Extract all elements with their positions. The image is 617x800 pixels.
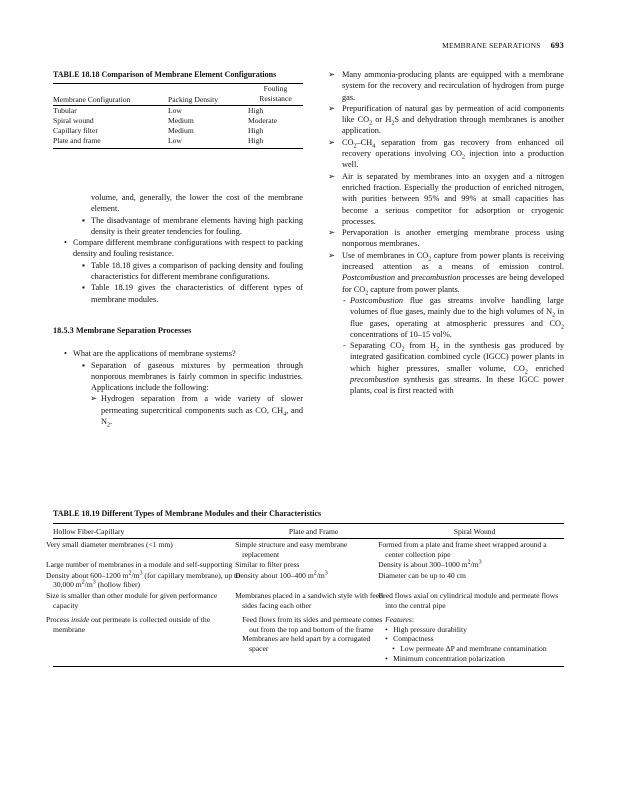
cell: Capillary filter — [53, 126, 98, 135]
italic-text: Features — [385, 615, 412, 625]
list-item — [385, 654, 564, 664]
subscript: 2 — [561, 324, 564, 331]
cell: Medium — [168, 126, 194, 135]
text: (for capillary membrane), up to 30,000 m — [53, 570, 240, 590]
cell: Size is smaller than other module for given performance capacity — [46, 590, 218, 610]
text: in flue gases, operating at atmospheric pressures and CO — [350, 307, 564, 328]
superscript: 2 — [467, 559, 471, 566]
table-row — [53, 570, 564, 590]
text: Separating CO — [350, 341, 402, 351]
cell: Similar to filter press — [235, 560, 300, 570]
paragraph: Table 18.19 gives the characteristics of different types of membrane modules. — [91, 283, 303, 304]
text: Density is about 300–1000 m — [378, 560, 468, 570]
table-row — [53, 126, 303, 136]
subscript: 2 — [401, 346, 405, 353]
arrow-bullet-icon: ➢ — [328, 171, 335, 181]
text: in the synthesis gas produced by integrated gasification combined cycle (IGCC) power plants in which higher pressures, smaller volume, CO — [350, 341, 564, 373]
paragraph — [342, 138, 564, 170]
dot-bullet-icon: • — [392, 643, 395, 653]
text: enriched — [527, 363, 564, 373]
paragraph: Pervaporation is another emerging membrane process using nonporous membranes. — [342, 228, 564, 249]
arrow-bullet-icon: ➢ — [328, 228, 335, 238]
square-bullet-icon: ▪ — [82, 283, 85, 293]
superscript: 3 — [478, 559, 482, 566]
text: flue gas streams involve handling large volumes of flue gases, mainly due to the high volumes of N — [350, 295, 564, 317]
text: Use of membranes in CO — [342, 250, 429, 260]
dot-bullet-icon: • — [64, 349, 67, 359]
square-bullet-icon: ▪ — [82, 260, 85, 270]
text: separation from gas recovery from enhanced oil recovery operations involving CO — [342, 137, 564, 159]
subscript: 2 — [436, 346, 440, 353]
subscript: 2 — [462, 154, 465, 161]
subscript: 2 — [524, 369, 528, 376]
table-caption: TABLE 18.19 Different Types of Membrane Modules and their Characteristics — [53, 509, 322, 518]
list-item — [328, 227, 564, 250]
text: : — [411, 615, 414, 625]
paragraph: Separation of gaseous mixtures by permeation through nonporous membranes is fairly common in specific industries. Applications include the following: — [91, 360, 303, 393]
paragraph: Many ammonia-producing plants are equipped with a membrane system for the recovery and recirculation of hydrogen from purge gas. — [342, 70, 564, 102]
cell: Large number of membranes in a module and self-supporting — [46, 560, 233, 570]
table-row — [53, 136, 303, 149]
text: /m — [131, 570, 140, 580]
table-row — [53, 106, 303, 117]
cell: Membranes placed in a sandwich style with feed sides facing each other — [235, 590, 383, 610]
list-item — [343, 340, 564, 396]
italic-text: precombustion — [350, 375, 400, 385]
table-row — [53, 539, 564, 560]
cell: Medium — [168, 116, 194, 125]
list-item — [385, 634, 564, 644]
list-item — [328, 103, 564, 137]
paragraph — [350, 296, 564, 339]
text: Low permeate ΔP and membrane contamination — [400, 643, 547, 653]
text: /m — [84, 580, 93, 590]
list-item — [328, 171, 564, 227]
paragraph: Hydrogen separation from a wide variety of slower permeating supercritical components such as CO, $CH_4$, and $N_2$. — [101, 394, 303, 429]
table-18-18 — [53, 70, 303, 149]
table-row — [53, 559, 564, 570]
table-caption: TABLE 18.18 Comparison of Membrane Element Configurations — [53, 70, 277, 79]
paragraph: volume, and, generally, the lower the cost of the membrane element. — [91, 193, 303, 214]
cell: Low — [168, 136, 182, 145]
text: /m — [316, 570, 325, 580]
text: and — [395, 273, 412, 283]
square-bullet-icon: ▪ — [82, 215, 85, 225]
text: Compactness — [393, 634, 434, 644]
list-item — [328, 250, 564, 297]
cell: High — [248, 106, 264, 115]
dot-bullet-icon: • — [385, 624, 388, 634]
text: , and N — [101, 405, 303, 427]
italic-text: precombustion — [411, 273, 461, 283]
subscript: 2 — [365, 290, 369, 297]
text: Density about 600–1200 m — [46, 570, 129, 580]
subscript: 4 — [283, 411, 287, 418]
arrow-bullet-icon: ➢ — [328, 103, 335, 113]
running-header — [442, 40, 564, 50]
column-header: Membrane Configuration — [53, 95, 131, 104]
list-item — [385, 644, 564, 654]
cell — [46, 610, 242, 666]
features-label — [385, 615, 564, 625]
cell — [385, 610, 564, 666]
text: –CH — [356, 137, 373, 147]
table-row — [53, 116, 303, 126]
text: or H — [372, 115, 392, 125]
text: Membranes are held apart by a corrugated spacer — [242, 634, 371, 653]
cell: Formed from a plate and frame sheet wrapped around a center collection pipe — [378, 540, 547, 559]
list-item — [385, 625, 564, 635]
paragraph: Table 18.18 gives a comparison of packing density and fouling characteristics for different membrane configurations. — [91, 260, 303, 282]
italic-text: inside out — [71, 615, 101, 625]
paragraph: The disadvantage of membrane elements having high packing density is their greater tendencies for fouling. — [91, 215, 303, 236]
column-header: Fouling Resistance — [259, 84, 292, 103]
text: S and dehydration through membranes is another application. — [342, 115, 564, 136]
list-item — [64, 348, 303, 359]
cell: High — [248, 126, 264, 135]
cell: Feed flows axial on cylindrical module and permeate flows into the central pipe — [378, 590, 559, 610]
paragraph: What are the applications of membrane systems? — [73, 349, 236, 359]
cell: Diameter can be up to 40 cm — [378, 570, 466, 580]
arrow-bullet-icon: ➢ — [328, 250, 335, 260]
dot-bullet-icon: • — [385, 634, 388, 644]
page-number: 693 — [550, 40, 564, 50]
subscript: 2 — [353, 143, 357, 150]
column-header: Spiral Wound — [453, 527, 496, 536]
italic-text: Postcombustion — [342, 273, 396, 283]
text: Process — [46, 615, 72, 625]
cell: Simple structure and easy membrane replacement — [235, 540, 348, 559]
cell: Moderate — [248, 116, 278, 125]
arrow-bullet-icon: ➢ — [328, 70, 335, 79]
superscript: 3 — [92, 579, 96, 586]
list-item — [343, 295, 564, 340]
text: Minimum concentration polarization — [393, 653, 505, 663]
paragraph — [342, 250, 564, 297]
table-row — [53, 590, 564, 610]
cell: Plate and frame — [53, 136, 101, 145]
list-item — [328, 137, 564, 171]
cell: Tubular — [53, 106, 77, 115]
cell: Low — [168, 106, 182, 115]
table-18-19 — [46, 509, 564, 667]
comparison-table — [53, 83, 303, 149]
subscript: 2 — [428, 256, 432, 263]
cell — [235, 570, 385, 590]
text: concentrations of 10–15 vol%. — [350, 329, 452, 339]
text: Density about 100–400 m — [235, 570, 314, 580]
dash-bullet-icon: - — [343, 295, 346, 305]
cell — [242, 610, 385, 666]
subscript: 2 — [552, 312, 556, 319]
text: Prepurification of natural gas by permeation of acid components like CO — [342, 103, 564, 125]
text: from H — [404, 341, 437, 351]
running-title: MEMBRANE SEPARATIONS — [442, 41, 541, 50]
text: High pressure durability — [393, 624, 467, 634]
section-heading: 18.5.3 Membrane Separation Processes — [53, 325, 192, 335]
module-table — [46, 523, 564, 667]
list-item — [64, 237, 303, 260]
subscript: 4 — [372, 143, 376, 150]
cell: Spiral wound — [53, 116, 94, 125]
column-header: Plate and Frame — [288, 527, 339, 536]
paragraph: Compare different membrane configurations with respect to packing density and fouling resistance. — [73, 238, 303, 259]
subscript: 2 — [391, 120, 395, 127]
list-item — [82, 282, 303, 305]
table-row — [53, 610, 564, 666]
cell: Very small diameter membranes (<1 mm) — [46, 540, 173, 549]
text: injection into a production well. — [342, 149, 564, 170]
subscript: 2 — [107, 422, 110, 429]
text: capture from power plants is receiving increased attention as a means of emission control. — [342, 250, 564, 272]
dot-bullet-icon: • — [385, 653, 388, 663]
superscript: 2 — [81, 579, 85, 586]
text: Feed flows from its sides and permeate comes out from the top and bottom of the frame — [242, 615, 383, 634]
dot-bullet-icon: • — [64, 238, 67, 248]
cell: High — [248, 136, 264, 145]
list-item — [82, 260, 303, 283]
arrow-bullet-icon: ➢ — [90, 394, 97, 404]
list-item — [328, 69, 564, 103]
dash-bullet-icon: - — [343, 341, 346, 351]
arrow-bullet-icon: ➢ — [328, 137, 335, 147]
paragraph: Air is separated by membranes into an oxygen and a nitrogen enriched fraction. Especially the production of enriched nitrogen, with purities between 95% and 99% at small capacities has become a serious competitor for adsorption or cryogenic processes. — [342, 171, 564, 226]
text: processes are being developed for CO — [342, 273, 564, 294]
list-item — [82, 215, 303, 238]
text: CO — [342, 137, 354, 147]
column-header: Hollow Fiber-Capillary — [53, 527, 125, 536]
cell — [46, 570, 242, 590]
superscript: 3 — [324, 570, 328, 577]
column-header: Packing Density — [168, 95, 218, 104]
text: /m — [470, 560, 479, 570]
superscript: 3 — [139, 570, 143, 577]
italic-text: Postcombustion — [350, 295, 404, 305]
left-column — [53, 192, 303, 427]
right-column — [324, 69, 564, 397]
text: Hydrogen separation from a wide variety of slower permeating supercritical components such as CO, CH — [101, 394, 303, 415]
text: (hollow fiber) — [95, 580, 141, 590]
superscript: 2 — [313, 570, 317, 577]
text: synthesis gas streams. In these IGCC power plants, coal is first reacted with — [350, 375, 564, 396]
cell — [378, 559, 564, 570]
list-item — [82, 360, 303, 394]
list-item — [90, 393, 303, 429]
text: capture from power plants. — [368, 284, 460, 294]
paragraph — [342, 104, 564, 136]
square-bullet-icon: ▪ — [82, 360, 85, 370]
superscript: 2 — [128, 570, 132, 577]
text: permeate is collected outside of the membrane — [53, 615, 211, 634]
paragraph — [350, 341, 564, 395]
subscript: 2 — [369, 120, 373, 127]
